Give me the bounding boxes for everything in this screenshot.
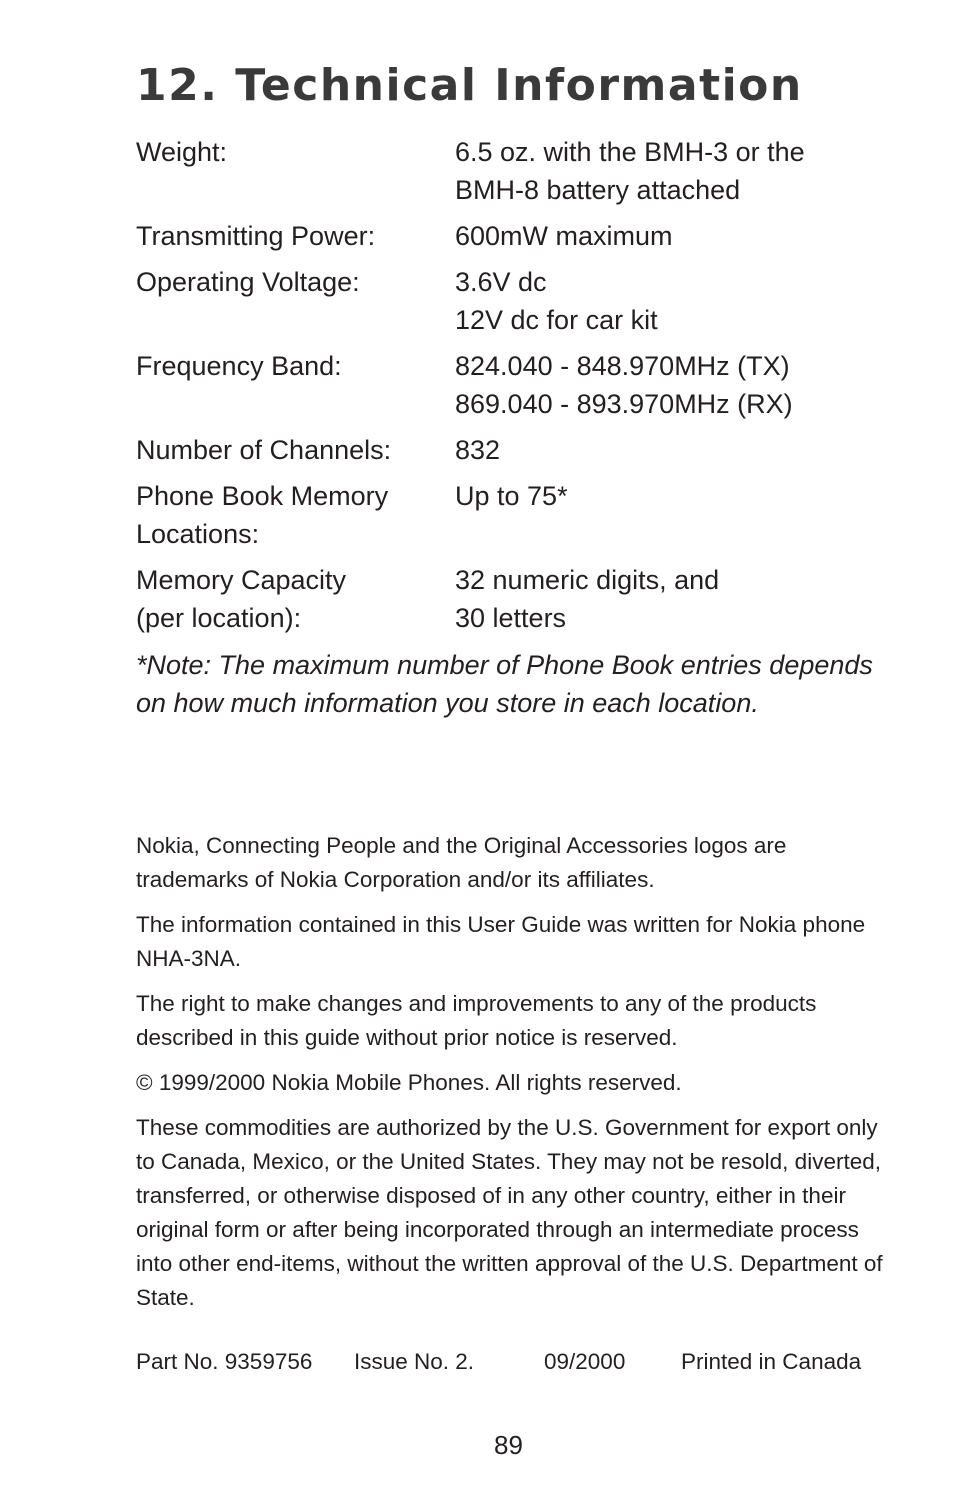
spec-label-line: (per location):: [136, 603, 302, 633]
issue-number: Issue No. 2.: [354, 1349, 475, 1374]
spec-row-number-of-channels: [136, 431, 886, 469]
spec-value-line: 824.040 - 848.970MHz (TX): [455, 351, 790, 381]
spec-value-line: 832: [455, 435, 501, 465]
spec-value-line: Up to 75*: [455, 481, 568, 511]
spec-row-memory-capacity: [136, 561, 886, 637]
spec-value-line: 3.6V dc: [455, 267, 547, 297]
spec-label: [136, 561, 455, 637]
spec-label-line: Locations:: [136, 519, 260, 549]
spec-value: [455, 133, 886, 209]
spec-value: [455, 347, 886, 423]
guide-scope-notice: The information contained in this User Guide was written for Nokia phone NHA-3NA.: [136, 912, 866, 971]
part-number: Part No. 9359756: [136, 1349, 313, 1374]
spec-row-weight: [136, 133, 886, 209]
spec-label-line: Phone Book Memory: [136, 481, 389, 511]
spec-row-frequency-band: [136, 347, 886, 423]
copyright-notice: © 1999/2000 Nokia Mobile Phones. All rights reserved.: [136, 1070, 682, 1095]
spec-value-line: 6.5 oz. with the BMH-3 or the: [455, 137, 805, 167]
export-notice: These commodities are authorized by the U.S. Government for export only to Canada, Mexico, or the United States. They may not be resold, diverted, transferred, or otherwise disposed of in any other country, either in their original form or after being incorporated through an intermediate process into other end-items, without the written approval of the U.S. Department of State.: [136, 1115, 883, 1310]
spec-label: [136, 431, 455, 469]
document-page: [136, 0, 886, 1500]
spec-label: [136, 133, 455, 209]
spec-row-phone-book-memory: [136, 477, 886, 553]
spec-row-operating-voltage: [136, 263, 886, 339]
spec-label: [136, 263, 455, 339]
spec-value-line: BMH-8 battery attached: [455, 175, 741, 205]
spec-label: [136, 347, 455, 423]
spec-value-line: 30 letters: [455, 603, 567, 633]
spec-value: [455, 217, 886, 255]
trademark-notice: Nokia, Connecting People and the Original Accessories logos are trademarks of Nokia Corporation and/or its affiliates.: [136, 833, 787, 892]
spec-value-line: 869.040 - 893.970MHz (RX): [455, 389, 793, 419]
spec-label: [136, 477, 455, 553]
issue-date: 09/2000: [544, 1349, 626, 1374]
spec-label-line: Weight:: [136, 137, 228, 167]
spec-value: [455, 263, 886, 339]
footnote: *Note: The maximum number of Phone Book entries depends on how much information you store in each location.: [136, 650, 873, 718]
spec-value: [455, 431, 886, 469]
spec-value-line: 600mW maximum: [455, 221, 673, 251]
spec-table: [136, 133, 886, 645]
page-title: 12. Technical Information: [136, 60, 803, 111]
printed-in: Printed in Canada: [681, 1349, 862, 1374]
spec-label-line: Transmitting Power:: [136, 221, 376, 251]
spec-value-line: 32 numeric digits, and: [455, 565, 720, 595]
page-number: 89: [494, 1430, 523, 1460]
spec-label-line: Operating Voltage:: [136, 267, 360, 297]
changes-notice: The right to make changes and improvements to any of the products described in this guide without prior notice is reserved.: [136, 991, 817, 1050]
publication-info: [136, 1345, 886, 1379]
spec-label: [136, 217, 455, 255]
legal-notices: [136, 829, 886, 1326]
spec-label-line: Number of Channels:: [136, 435, 392, 465]
spec-row-transmitting-power: [136, 217, 886, 255]
spec-label-line: Memory Capacity: [136, 565, 347, 595]
spec-value: [455, 477, 886, 553]
spec-label-line: Frequency Band:: [136, 351, 342, 381]
spec-value-line: 12V dc for car kit: [455, 305, 658, 335]
spec-value: [455, 561, 886, 637]
